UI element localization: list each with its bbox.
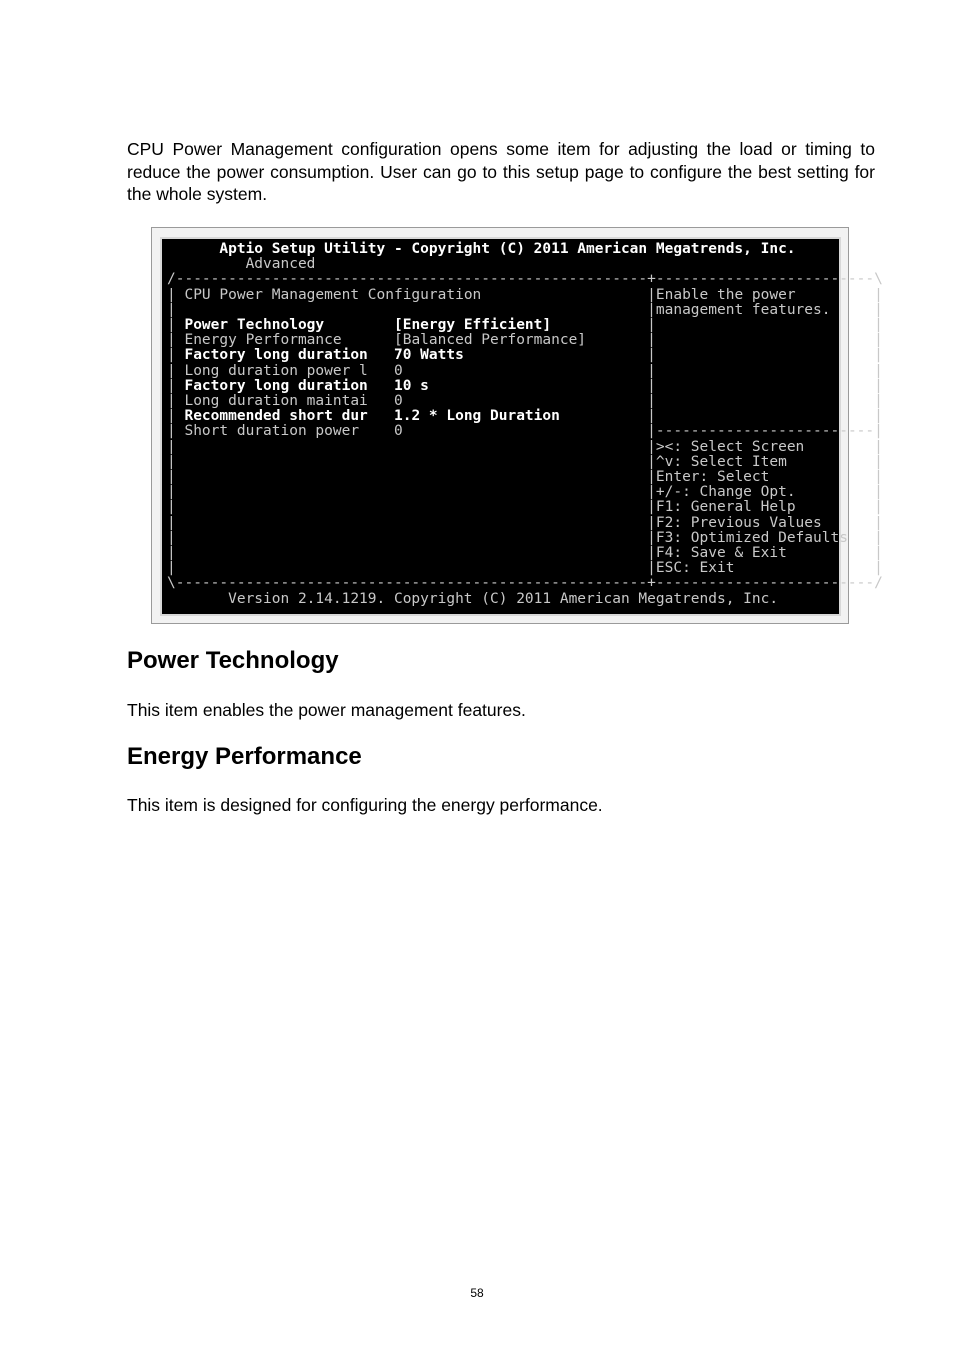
- section-heading-power-technology: Power Technology: [127, 647, 339, 674]
- bios-setting-value-4: 10 s: [393, 377, 648, 394]
- bios-screen: [160, 237, 883, 616]
- bios-setting-label-2: Factory long duration: [175, 347, 394, 364]
- bios-setting-label-0: Power Technology: [175, 317, 394, 334]
- bios-setting-label-1: Energy Performance: [175, 332, 394, 349]
- bios-help-text-1: management features.: [655, 301, 875, 318]
- bios-setting-value-5: 0: [393, 393, 648, 410]
- bios-tab-advanced: Advanced: [167, 256, 316, 273]
- bios-setting-label-3: Long duration power l: [175, 362, 394, 379]
- bios-setting-value-7: 0: [393, 423, 648, 440]
- section-heading-energy-performance: Energy Performance: [127, 743, 362, 770]
- bios-setting-value-1: [Balanced Performance]: [393, 332, 648, 349]
- bios-key-help-1: ^v: Select Item: [655, 453, 875, 470]
- bios-setting-label-7: Short duration power: [175, 423, 394, 440]
- bios-key-help-8: ESC: Exit: [655, 560, 875, 577]
- bios-setting-value-2: 70 Watts: [393, 347, 648, 364]
- bios-setting-value-0: [Energy Efficient]: [393, 317, 648, 334]
- intro-paragraph: CPU Power Management configuration opens some item for adjusting the load or timing to reduce the power consumption. User can go to this setup page to configure the best setting for the whole system.: [127, 139, 875, 204]
- bios-help-text-0: Enable the power: [655, 286, 875, 303]
- section-text-power-technology: This item enables the power management features.: [127, 700, 526, 720]
- bios-title: Aptio Setup Utility - Copyright (C) 2011 American Megatrends, Inc.: [167, 241, 796, 257]
- bios-text-console: Aptio Setup Utility - Copyright (C) 2011 American Megatrends, Inc. Advanced /------------------------------------------------------+-------------------------\ | CPU Power Management Configuration |Enable the power | | |management features. | | Power Technology [Energy Efficient] | | | Energy Performance [Balanced Performance] | | | Factory long duration 70 Watts | | | Long duration power l 0 | | | Factory long duration 10 s | | | Long duration maintai 0 | | | Recommended short dur 1.2 * Long Duration | | | Short duration power 0 |-------------------------| | |><: Select Screen | | |^v: Select Item | | |Enter: Select | | |+/-: Change Opt. | | |F1: General Help | | |F2: Previous Values | | |F3: Optimized Defaults | | |F4: Save & Exit | | |ESC: Exit | \------------------------------------------------------+-------------------------/ Version 2.14.1219. Copyright (C) 2011 American Megatrends, Inc.: [167, 241, 883, 607]
- bios-setting-label-5: Long duration maintai: [175, 393, 394, 410]
- bios-key-help-4: F1: General Help: [655, 499, 875, 516]
- bios-key-help-3: +/-: Change Opt.: [655, 484, 875, 501]
- bios-key-help-5: F2: Previous Values: [655, 514, 875, 531]
- bios-section-title: CPU Power Management Configuration: [175, 286, 648, 303]
- bios-key-help-7: F4: Save & Exit: [655, 545, 875, 562]
- bios-footer: Version 2.14.1219. Copyright (C) 2011 American Megatrends, Inc.: [167, 590, 779, 607]
- bios-key-help-6: F3: Optimized Defaults: [655, 529, 875, 546]
- bios-key-help-0: ><: Select Screen: [655, 438, 875, 455]
- bios-setting-label-4: Factory long duration: [175, 377, 394, 394]
- page-number: 58: [470, 1286, 484, 1300]
- bios-setting-label-6: Recommended short dur: [175, 408, 394, 425]
- section-text-energy-performance: This item is designed for configuring the energy performance.: [127, 795, 603, 815]
- bios-setting-value-6: 1.2 * Long Duration: [393, 408, 648, 425]
- bios-setting-value-3: 0: [393, 362, 648, 379]
- bios-key-help-2: Enter: Select: [655, 469, 875, 486]
